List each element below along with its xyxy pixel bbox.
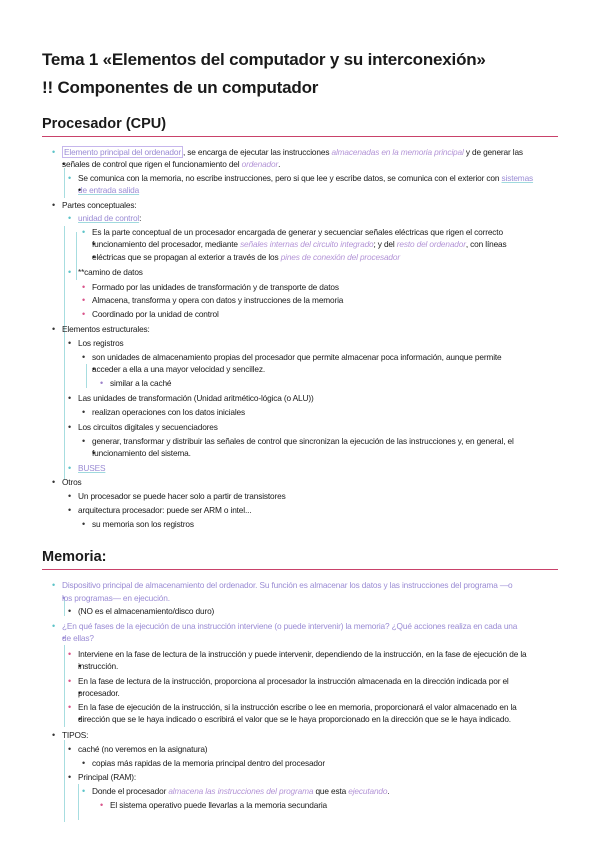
section-rule-cpu — [42, 136, 558, 137]
list-item-continuation: • de ellas? — [62, 631, 94, 646]
list-item — [68, 461, 105, 476]
list-item-continuation: • acceder a ella a una mayor velocidad y sencillez. — [92, 362, 265, 377]
list-item-continuation: • instrucción. — [78, 659, 118, 674]
link-sistemas-entrada-salida[interactable]: sistemas — [501, 173, 534, 183]
nest-line — [64, 226, 65, 480]
list-item-continuation: • procesador. — [78, 686, 120, 701]
list-item: • (NO es el almacenamiento/disco duro) — [68, 604, 214, 619]
list-item: • Partes conceptuales: — [52, 198, 136, 213]
list-item: • caché (no veremos en la asignatura) — [68, 742, 207, 757]
list-item: • Un procesador se puede hacer solo a partir de transistores — [68, 489, 286, 504]
section-rule-memoria — [42, 569, 558, 570]
link-elemento-principal[interactable]: Elemento principal del ordenador — [64, 147, 181, 157]
list-item: • Almacena, transforma y opera con datos y instrucciones de la memoria — [82, 293, 343, 308]
list-item: • **camino de datos — [68, 265, 143, 280]
nest-line — [78, 784, 79, 820]
list-item: • ¿En qué fases de la ejecución de una instrucción interviene (o puede intervenir) la memoria? ¿Qué acciones realiza en cada una — [52, 619, 517, 634]
list-item: • Otros — [52, 475, 82, 490]
list-item: • En la fase de ejecución de la instrucción, si la instrucción escribe o lee en memoria, proporcionará el valor almacenado en la — [68, 700, 517, 715]
nest-line — [64, 645, 65, 727]
list-item: • TIPOS: — [52, 728, 88, 743]
nest-line — [64, 168, 65, 198]
list-item: • Los circuitos digitales y secuenciadores — [68, 420, 218, 435]
list-item: • similar a la caché — [100, 376, 171, 391]
list-item: • copias más rapidas de la memoria principal dentro del procesador — [82, 756, 325, 771]
list-item: • son unidades de almacenamiento propias del procesador que permite almacenar poca información, aunque permite — [82, 350, 502, 365]
list-item: • Es la parte conceptual de un procesador encargada de generar y secuenciar señales eléctricas que rigen el correcto — [82, 225, 503, 240]
list-item-continuation: • los programas— en ejecución. — [62, 591, 170, 606]
link-buses[interactable]: BUSES — [78, 463, 106, 473]
list-item: • Donde el procesador almacena las instrucciones del programa que esta ejecutando. — [82, 784, 390, 799]
list-item: • Dispositivo principal de almacenamiento del ordenador. Su función es almacenar los datos y las instrucciones del programa —o — [52, 578, 512, 593]
link-unidad-de-control[interactable]: unidad de control — [78, 213, 140, 223]
list-item-continuation: • eléctricas que se propagan al exterior a través de los pines de conexión del procesador — [92, 250, 400, 265]
section-heading-memoria: Memoria: — [42, 549, 107, 565]
document-title: Tema 1 «Elementos del computador y su interconexión» — [42, 50, 486, 69]
list-item: • Los registros — [68, 336, 124, 351]
document-subtitle: !! Componentes de un computador — [42, 78, 319, 97]
list-item: • generar, transformar y distribuir las señales de control que sincronizan la ejecución de las instrucciones y, en general, el — [82, 434, 514, 449]
list-item: • Interviene en la fase de lectura de la instrucción y puede intervenir, dependiendo de la instrucción, en la fase de ejecución de la — [68, 647, 527, 662]
list-item: • unidad de control: — [68, 211, 141, 226]
list-item: • Se comunica con la memoria, no escribe instrucciones, pero si que lee y escribe datos, se comunica con el exterior con sistemas — [68, 171, 533, 186]
list-item-continuation: • funcionamiento del procesador, mediante señales internas del circuito integrado; y del resto del ordenador, con líneas — [92, 237, 507, 252]
list-item-continuation: • funcionamiento del sistema. — [92, 446, 191, 461]
list-item: • su memoria son los registros — [82, 517, 194, 532]
list-item: • Coordinado por la unidad de control — [82, 307, 219, 322]
list-item: • Elementos estructurales: — [52, 322, 150, 337]
nest-line — [86, 364, 87, 388]
list-item-continuation: • dirección que se le haya indicado o escribirá el valor que se le haya proporcionado en la dirección que se le haya indicado. — [78, 712, 511, 727]
list-item: • Elemento principal del ordenador , se encarga de ejecutar las instrucciones almacenadas en la memoria principal y de generar las — [52, 145, 523, 160]
link-sistemas-entrada-salida-cont[interactable]: de entrada salida — [78, 185, 140, 195]
list-item: • arquitectura procesador: puede ser ARM o intel... — [68, 503, 251, 518]
nest-line — [64, 740, 65, 822]
list-item: • Formado por las unidades de transformación y de transporte de datos — [82, 280, 339, 295]
list-item: • El sistema operativo puede llevarlas a la memoria secundaria — [100, 798, 327, 813]
list-item: • realizan operaciones con los datos iniciales — [82, 405, 245, 420]
section-heading-cpu: Procesador (CPU) — [42, 116, 167, 132]
list-item-continuation: • señales de control que rigen el funcionamiento del ordenador. — [62, 157, 280, 172]
list-item: • Principal (RAM): — [68, 770, 136, 785]
list-item: • Las unidades de transformación (Unidad aritmético-lógica (o ALU)) — [68, 391, 314, 406]
list-item-continuation — [78, 183, 139, 198]
list-item: • En la fase de lectura de la instrucción, proporciona al procesador la instrucción almacenada en la dirección indicada por el — [68, 674, 509, 689]
